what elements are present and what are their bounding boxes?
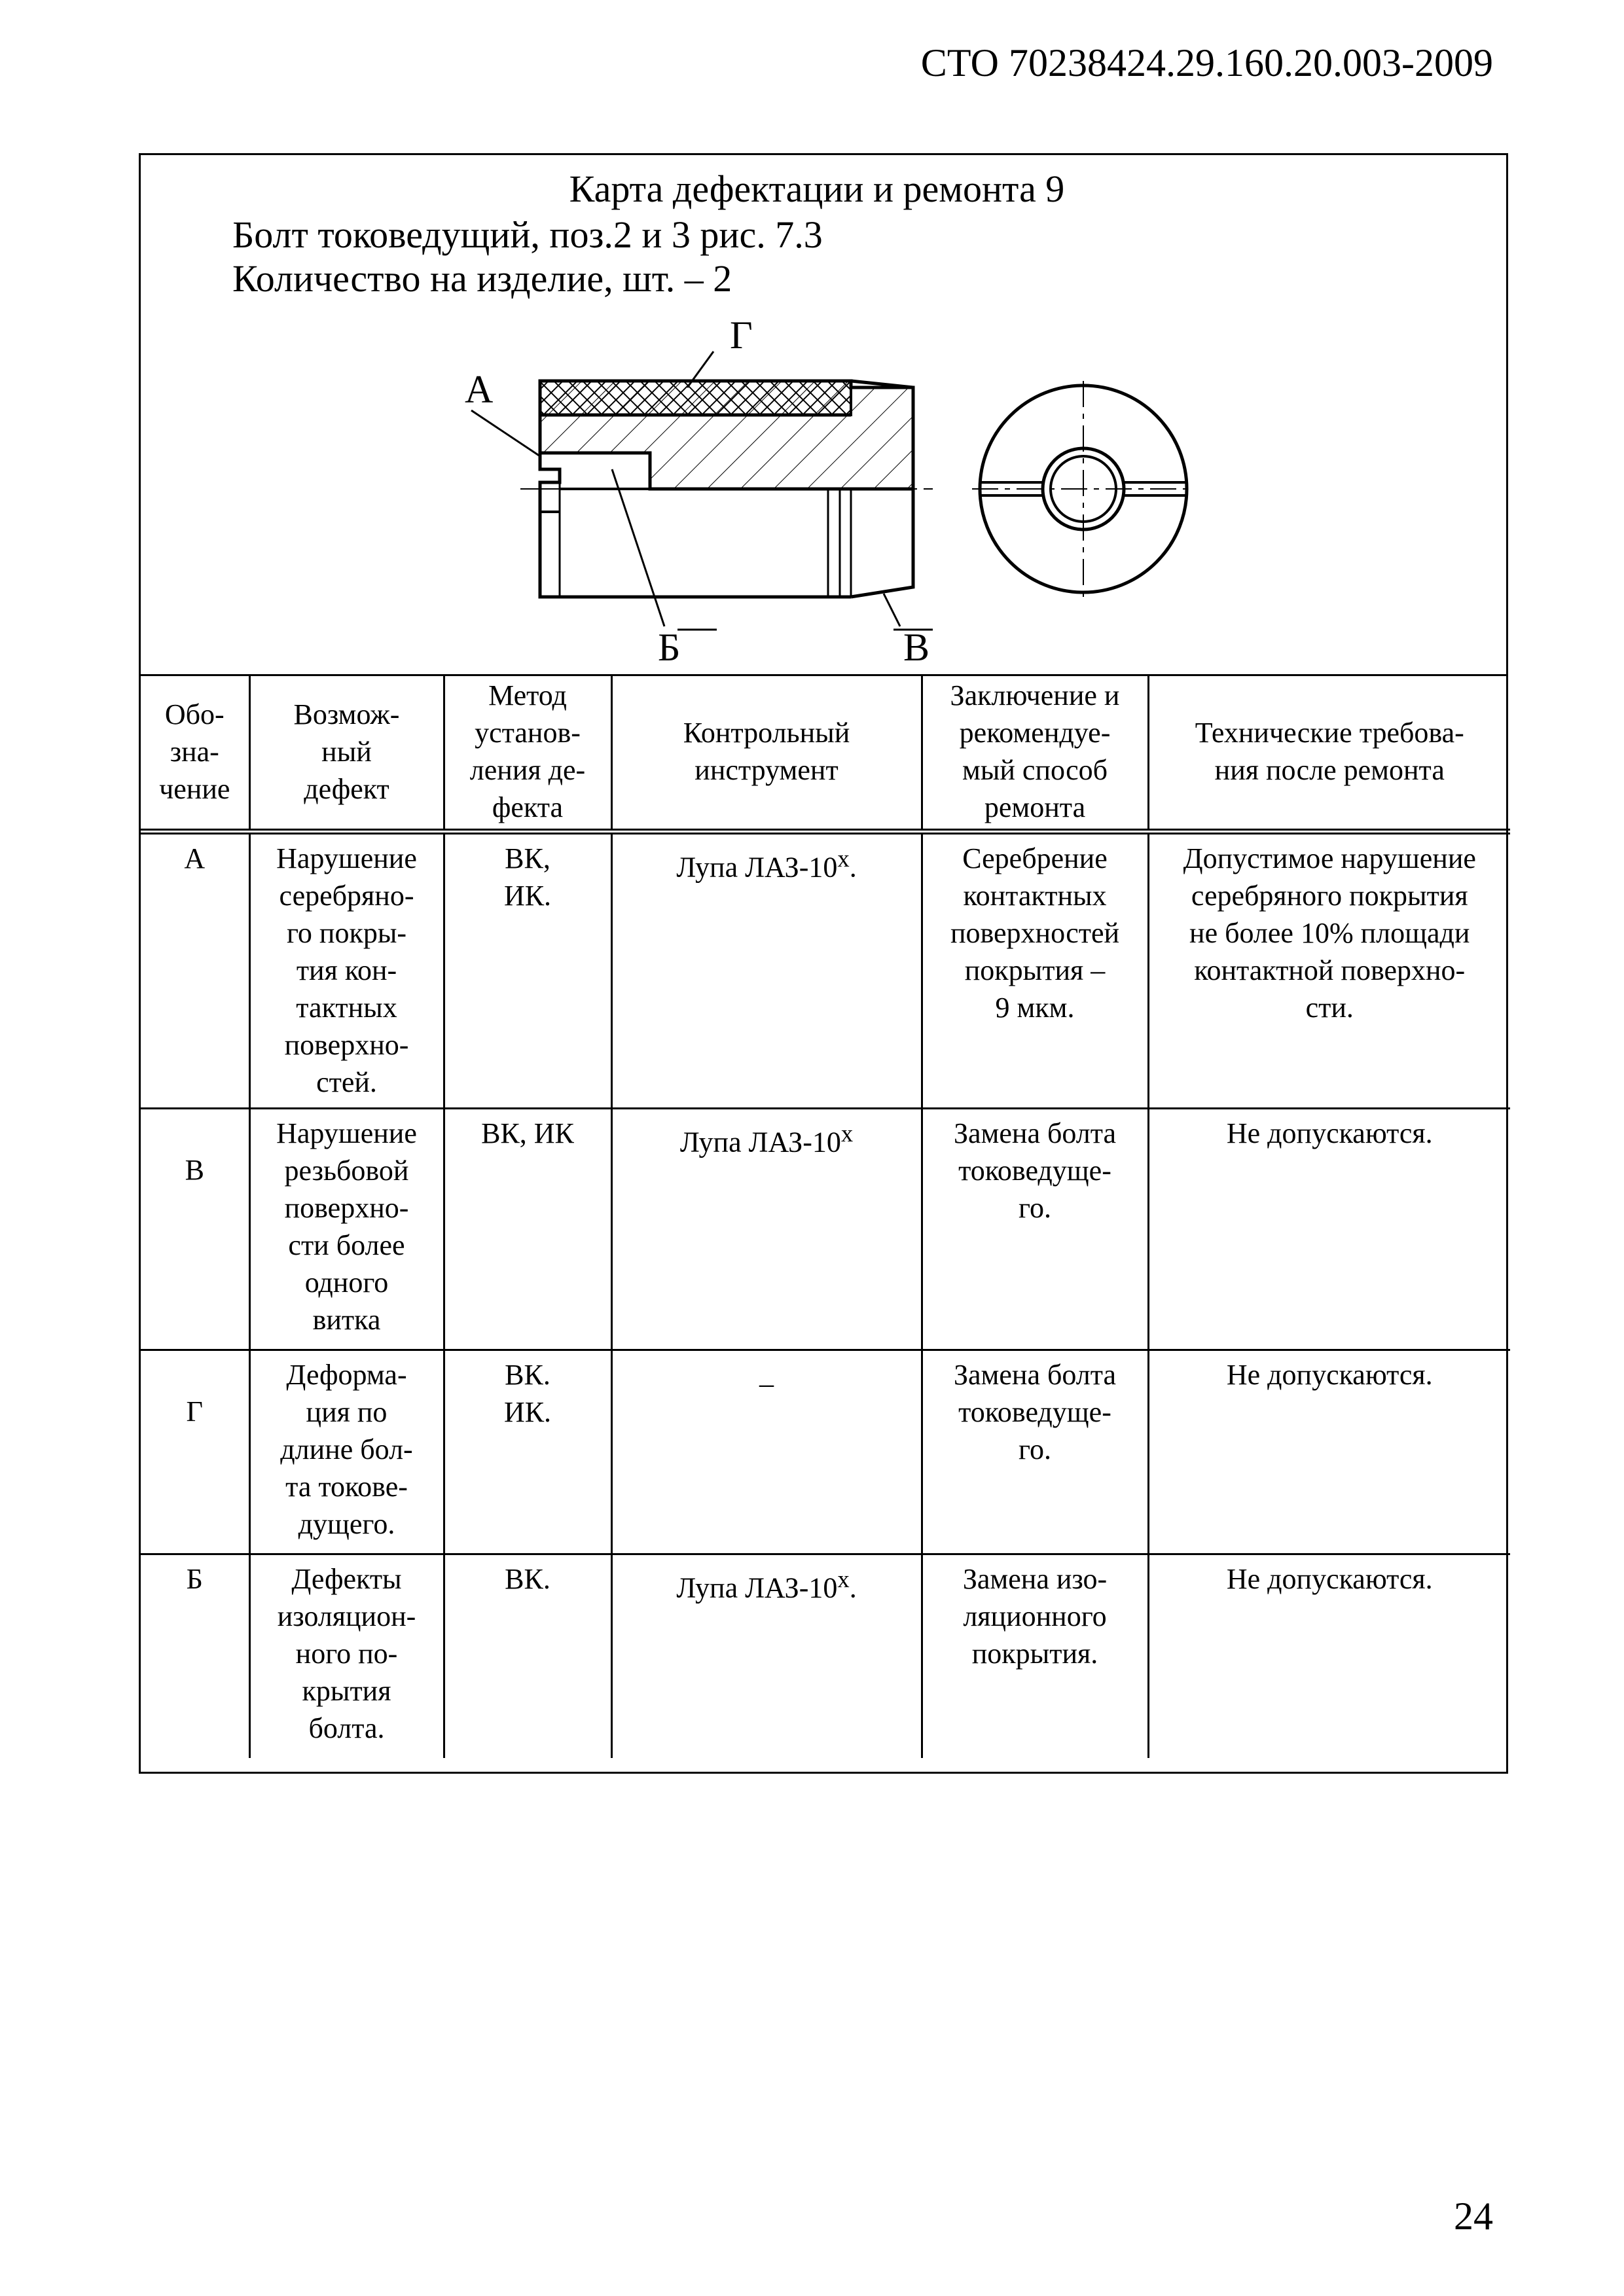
cell-tool: Лупа ЛАЗ-$10^х$ [611, 1109, 922, 1350]
table-row [141, 832, 1510, 1109]
label-v: В [903, 626, 930, 669]
bolt-drawing [141, 155, 1506, 672]
cell-requirement: Допустимое нарушение серебряного покрытия не более 10% площади контактной поверхно- сти. [1148, 832, 1510, 1109]
cell-method: ВК. [444, 1554, 611, 1758]
cell-requirement: Не допускаются. [1148, 1350, 1510, 1554]
col-header-requirements: Технические требова- ния после ремонта [1148, 674, 1510, 832]
cell-repair: Серебрение контактных поверхностей покрытия – 9 мкм. [922, 832, 1148, 1109]
defect-repair-card [139, 153, 1508, 1774]
col-header-method: Метод установ- ления де- фекта [444, 674, 611, 832]
table-row [141, 1350, 1510, 1554]
part-name: Болт токоведущий, поз.2 и 3 рис. 7.3 [232, 213, 823, 256]
card-header [141, 155, 1506, 676]
table-row [141, 1109, 1510, 1350]
cell-code: Г [141, 1350, 249, 1554]
cell-defect: Нарушение серебряно- го покры- тия кон- тактных поверхно- стей. [249, 832, 444, 1109]
cell-repair: Замена болта токоведуще- го. [922, 1109, 1148, 1350]
cell-tool: Лупа ЛАЗ-$10^х$. [611, 832, 922, 1109]
col-header-defect: Возмож- ный дефект [249, 674, 444, 832]
label-b: Б [658, 626, 681, 669]
cell-tool: – [611, 1350, 922, 1554]
cell-code: Б [141, 1554, 249, 1758]
col-header-tool: Контрольный инструмент [611, 674, 922, 832]
cell-defect: Деформа- ция по длине бол- та токове- дущего. [249, 1350, 444, 1554]
col-header-code: Обо- зна- чение [141, 674, 249, 832]
cell-code: А [141, 832, 249, 1109]
document-code: СТО 70238424.29.160.20.003-2009 [920, 41, 1493, 84]
label-a: А [465, 368, 494, 411]
quantity: Количество на изделие, шт. – 2 [232, 257, 732, 300]
cell-code: В [141, 1109, 249, 1350]
cell-tool: Лупа ЛАЗ-$10^х$. [611, 1554, 922, 1758]
col-header-repair: Заключение и рекомендуе- мый способ ремонта [922, 674, 1148, 832]
cell-repair: Замена болта токоведуще- го. [922, 1350, 1148, 1554]
cell-defect: Нарушение резьбовой поверхно- сти более одного витка [249, 1109, 444, 1350]
side-section-view [471, 351, 933, 626]
cell-method: ВК, ИК. [444, 832, 611, 1109]
cell-defect: Дефекты изоляцион- ного по- крытия болта. [249, 1554, 444, 1758]
cell-repair: Замена изо- ляционного покрытия. [922, 1554, 1148, 1758]
cell-requirement: Не допускаются. [1148, 1109, 1510, 1350]
label-g: Г [730, 314, 753, 357]
card-title: Карта дефектации и ремонта 9 [569, 168, 1065, 210]
end-view [972, 381, 1195, 597]
table-header-row [141, 674, 1510, 832]
cell-requirement: Не допускаются. [1148, 1554, 1510, 1758]
table-row [141, 1554, 1510, 1758]
defects-table [141, 674, 1510, 1758]
cell-method: ВК, ИК [444, 1109, 611, 1350]
cell-method: ВК. ИК. [444, 1350, 611, 1554]
page-number: 24 [1454, 2195, 1493, 2238]
